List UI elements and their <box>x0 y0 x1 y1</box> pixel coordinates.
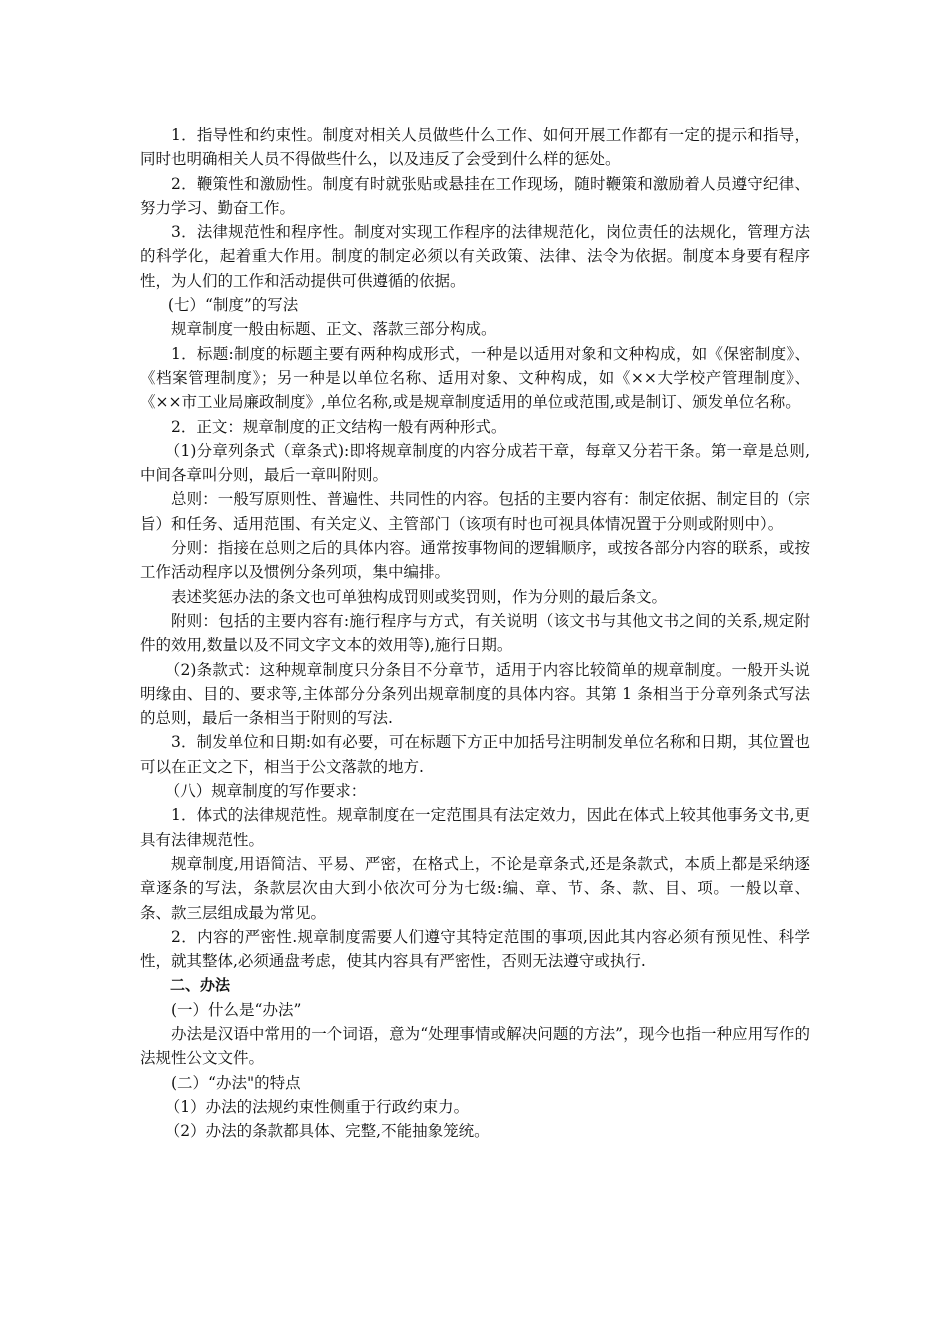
section-heading-measures-features: (二）“办法"的特点 <box>171 1073 301 1092</box>
paragraph-legal-normativity: 3．法律规范性和程序性。制度对实现工作程序的法律规范化，岗位责任的法规化，管理方法的科学化，起着重大作用。制度的制定必须以有关政策、法律、法令为依据。制度本身要有程序性，为人们的工作和活动提供可供遵循的依据。 <box>140 223 810 290</box>
paragraph-general-provisions: 总则：一般写原则性、普遍性、共同性的内容。包括的主要内容有：制定依据、制定目的（宗旨）和任务、适用范围、有关定义、主管部门（该项有时也可视具体情况置于分则或附则中）。 <box>140 490 810 533</box>
paragraph-issuer-date: 3．制发单位和日期:如有必要，可在标题下方正中加括号注明制发单位名称和日期，其位置也可以在正文之下，相当于公文落款的地方. <box>140 733 810 776</box>
list-item-feature-1: （1）办法的法规约束性侧重于行政约束力。 <box>164 1097 470 1116</box>
paragraph-format-normativity: 1．体式的法律规范性。规章制度在一定范围具有法定效力，因此在体式上较其他事务文书,更具有法律规范性。 <box>140 806 810 849</box>
section-heading-what-is-measures: (一）什么是“办法” <box>171 1000 302 1019</box>
paragraph-guidance: 1．指导性和约束性。制度对相关人员做些什么工作、如何开展工作都有一定的提示和指导，同时也明确相关人员不得做些什么，以及违反了会受到什么样的惩处。 <box>140 126 810 169</box>
paragraph-motivation: 2．鞭策性和激励性。制度有时就张贴或悬挂在工作现场，随时鞭策和激励着人员遵守纪律、努力学习、勤奋工作。 <box>140 174 810 217</box>
paragraph-language: 规章制度,用语简洁、平易、严密，在格式上，不论是章条式,还是条款式，本质上都是采纳逐章逐条的写法，条款层次由大到小依次可分为七级:编、章、节、条、款、目、项。一般以章、条、款三层组成最为常见。 <box>140 854 810 922</box>
paragraph-rigor: 2．内容的严密性.规章制度需要人们遵守其特定范围的事项,因此其内容必须有预见性、科学性，就其整体,必须通盘考虑，使其内容具有严密性，否则无法遵守或执行. <box>140 927 810 971</box>
paragraph-chapter-article: （1)分章列条式（章条式):即将规章制度的内容分成若干章，每章又分若干条。第一章是总则,中间各章叫分则，最后一章叫附则。 <box>140 441 810 485</box>
section-heading-8: （八）规章制度的写作要求： <box>164 782 367 801</box>
paragraph-specific-provisions: 分则：指接在总则之后的具体内容。通常按事物间的逻辑顺序，或按各部分内容的联系，或按工作活动程序以及惯例分条列项，集中编排。 <box>140 539 810 582</box>
paragraph-body: 2．正文：规章制度的正文结构一般有两种形式。 <box>171 417 507 436</box>
paragraph-measures-definition: 办法是汉语中常用的一个词语，意为“处理事情或解决问题的方法”，现今也指一种应用写作的法规性公文文件。 <box>140 1024 810 1068</box>
paragraph-article-clause: （2)条款式：这种规章制度只分条目不分章节，适用于内容比较简单的规章制度。一般开头说明缘由、目的、要求等,主体部分分条列出规章制度的具体内容。其第 1 条相当于分章列条式写法的总则，最后一条相当于附则的写法. <box>140 660 810 728</box>
list-item-feature-2: （2）办法的条款都具体、完整,不能抽象笼统。 <box>164 1122 490 1141</box>
section-heading-7: (七）“制度”的写法 <box>167 296 299 315</box>
chapter-heading-measures: 二、办法 <box>170 976 231 995</box>
paragraph-supplementary: 附则：包括的主要内容有:施行程序与方式，有关说明（该文书与其他文书之间的关系,规定附件的效用,数量以及不同文字文本的效用等),施行日期。 <box>140 611 810 655</box>
paragraph-structure: 规章制度一般由标题、正文、落款三部分构成。 <box>171 320 497 339</box>
paragraph-title: 1．标题:制度的标题主要有两种构成形式，一种是以适用对象和文种构成，如《保密制度》、《档案管理制度》；另一种是以单位名称、适用对象、文种构成，如《××大学校产管理制度》、《××市工业局廉政制度》,单位名称,或是规章制度适用的单位或范围,或是制订、颁发单位名称。 <box>140 344 810 412</box>
paragraph-rewards-penalties: 表述奖惩办法的条文也可单独构成罚则或奖罚则，作为分则的最后条文。 <box>171 587 668 606</box>
